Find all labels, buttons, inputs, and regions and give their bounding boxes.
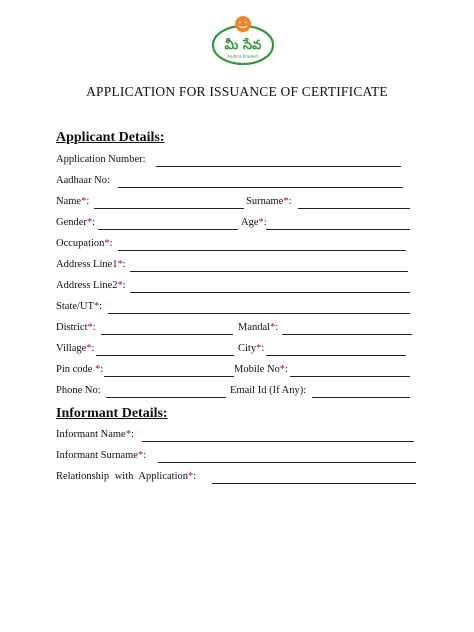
mobile-label: Mobile No*: <box>234 364 288 375</box>
age-label: Age*: <box>241 217 267 228</box>
name-field[interactable] <box>94 196 244 209</box>
informant-name-label: Informant Name*: <box>56 429 134 440</box>
address1-field[interactable] <box>130 259 408 272</box>
mobile-field[interactable] <box>290 364 410 377</box>
informant-name-row <box>56 429 414 443</box>
district-field[interactable] <box>101 322 233 335</box>
informant-name-field[interactable] <box>142 429 414 442</box>
state-row <box>56 301 414 315</box>
application-number-row <box>56 154 414 168</box>
occupation-field[interactable] <box>118 238 406 251</box>
email-field[interactable] <box>312 385 410 398</box>
city-label: City*: <box>238 343 265 354</box>
aadhaar-field[interactable] <box>118 175 403 188</box>
application-number-field[interactable] <box>156 154 401 167</box>
mee-seva-logo <box>210 14 276 66</box>
occupation-label: Occupation*: <box>56 238 113 249</box>
address1-row <box>56 259 414 273</box>
gender-field[interactable] <box>98 217 238 230</box>
village-label: Village*: <box>56 343 95 354</box>
pincode-label: Pin code *: <box>56 364 104 375</box>
relationship-field[interactable] <box>212 471 416 484</box>
age-field[interactable] <box>266 217 410 230</box>
informant-section-heading: Informant Details: <box>56 406 168 421</box>
application-number-label: Application Number: <box>56 154 146 165</box>
relationship-row <box>56 471 414 485</box>
mandal-field[interactable] <box>282 322 412 335</box>
gender-label: Gender*: <box>56 217 96 228</box>
form-title: APPLICATION FOR ISSUANCE OF CERTIFICATE <box>86 84 388 99</box>
pincode-field[interactable] <box>104 364 234 377</box>
address2-field[interactable] <box>130 280 410 293</box>
logo-text: మీ సేవ <box>224 38 262 53</box>
mandal-label: Mandal*: <box>238 322 279 333</box>
address1-label: Address Line1*: <box>56 259 126 270</box>
address2-row <box>56 280 414 294</box>
name-row <box>56 196 414 210</box>
pincode-row <box>56 364 414 378</box>
surname-field[interactable] <box>298 196 410 209</box>
aadhaar-row <box>56 175 414 189</box>
state-field[interactable] <box>108 301 410 314</box>
name-label: Name*: <box>56 196 90 207</box>
address2-label: Address Line2*: <box>56 280 126 291</box>
city-field[interactable] <box>266 343 406 356</box>
occupation-row <box>56 238 414 252</box>
applicant-section-heading: Applicant Details: <box>56 130 165 145</box>
email-label: Email Id (If Any): <box>230 385 307 396</box>
district-label: District*: <box>56 322 96 333</box>
state-label: State/UT*: <box>56 301 103 312</box>
district-row <box>56 322 414 336</box>
phone-row <box>56 385 414 399</box>
logo-tagline: Andhra Pradesh <box>227 54 259 59</box>
informant-surname-label: Informant Surname*: <box>56 450 147 461</box>
village-row <box>56 343 414 357</box>
informant-surname-field[interactable] <box>158 450 416 463</box>
phone-field[interactable] <box>106 385 226 398</box>
phone-label: Phone No: <box>56 385 101 396</box>
informant-surname-row <box>56 450 414 464</box>
gender-row <box>56 217 414 231</box>
aadhaar-label: Aadhaar No: <box>56 175 110 186</box>
village-field[interactable] <box>96 343 234 356</box>
relationship-label: Relationship with Application*: <box>56 471 197 482</box>
surname-label: Surname*: <box>246 196 292 207</box>
